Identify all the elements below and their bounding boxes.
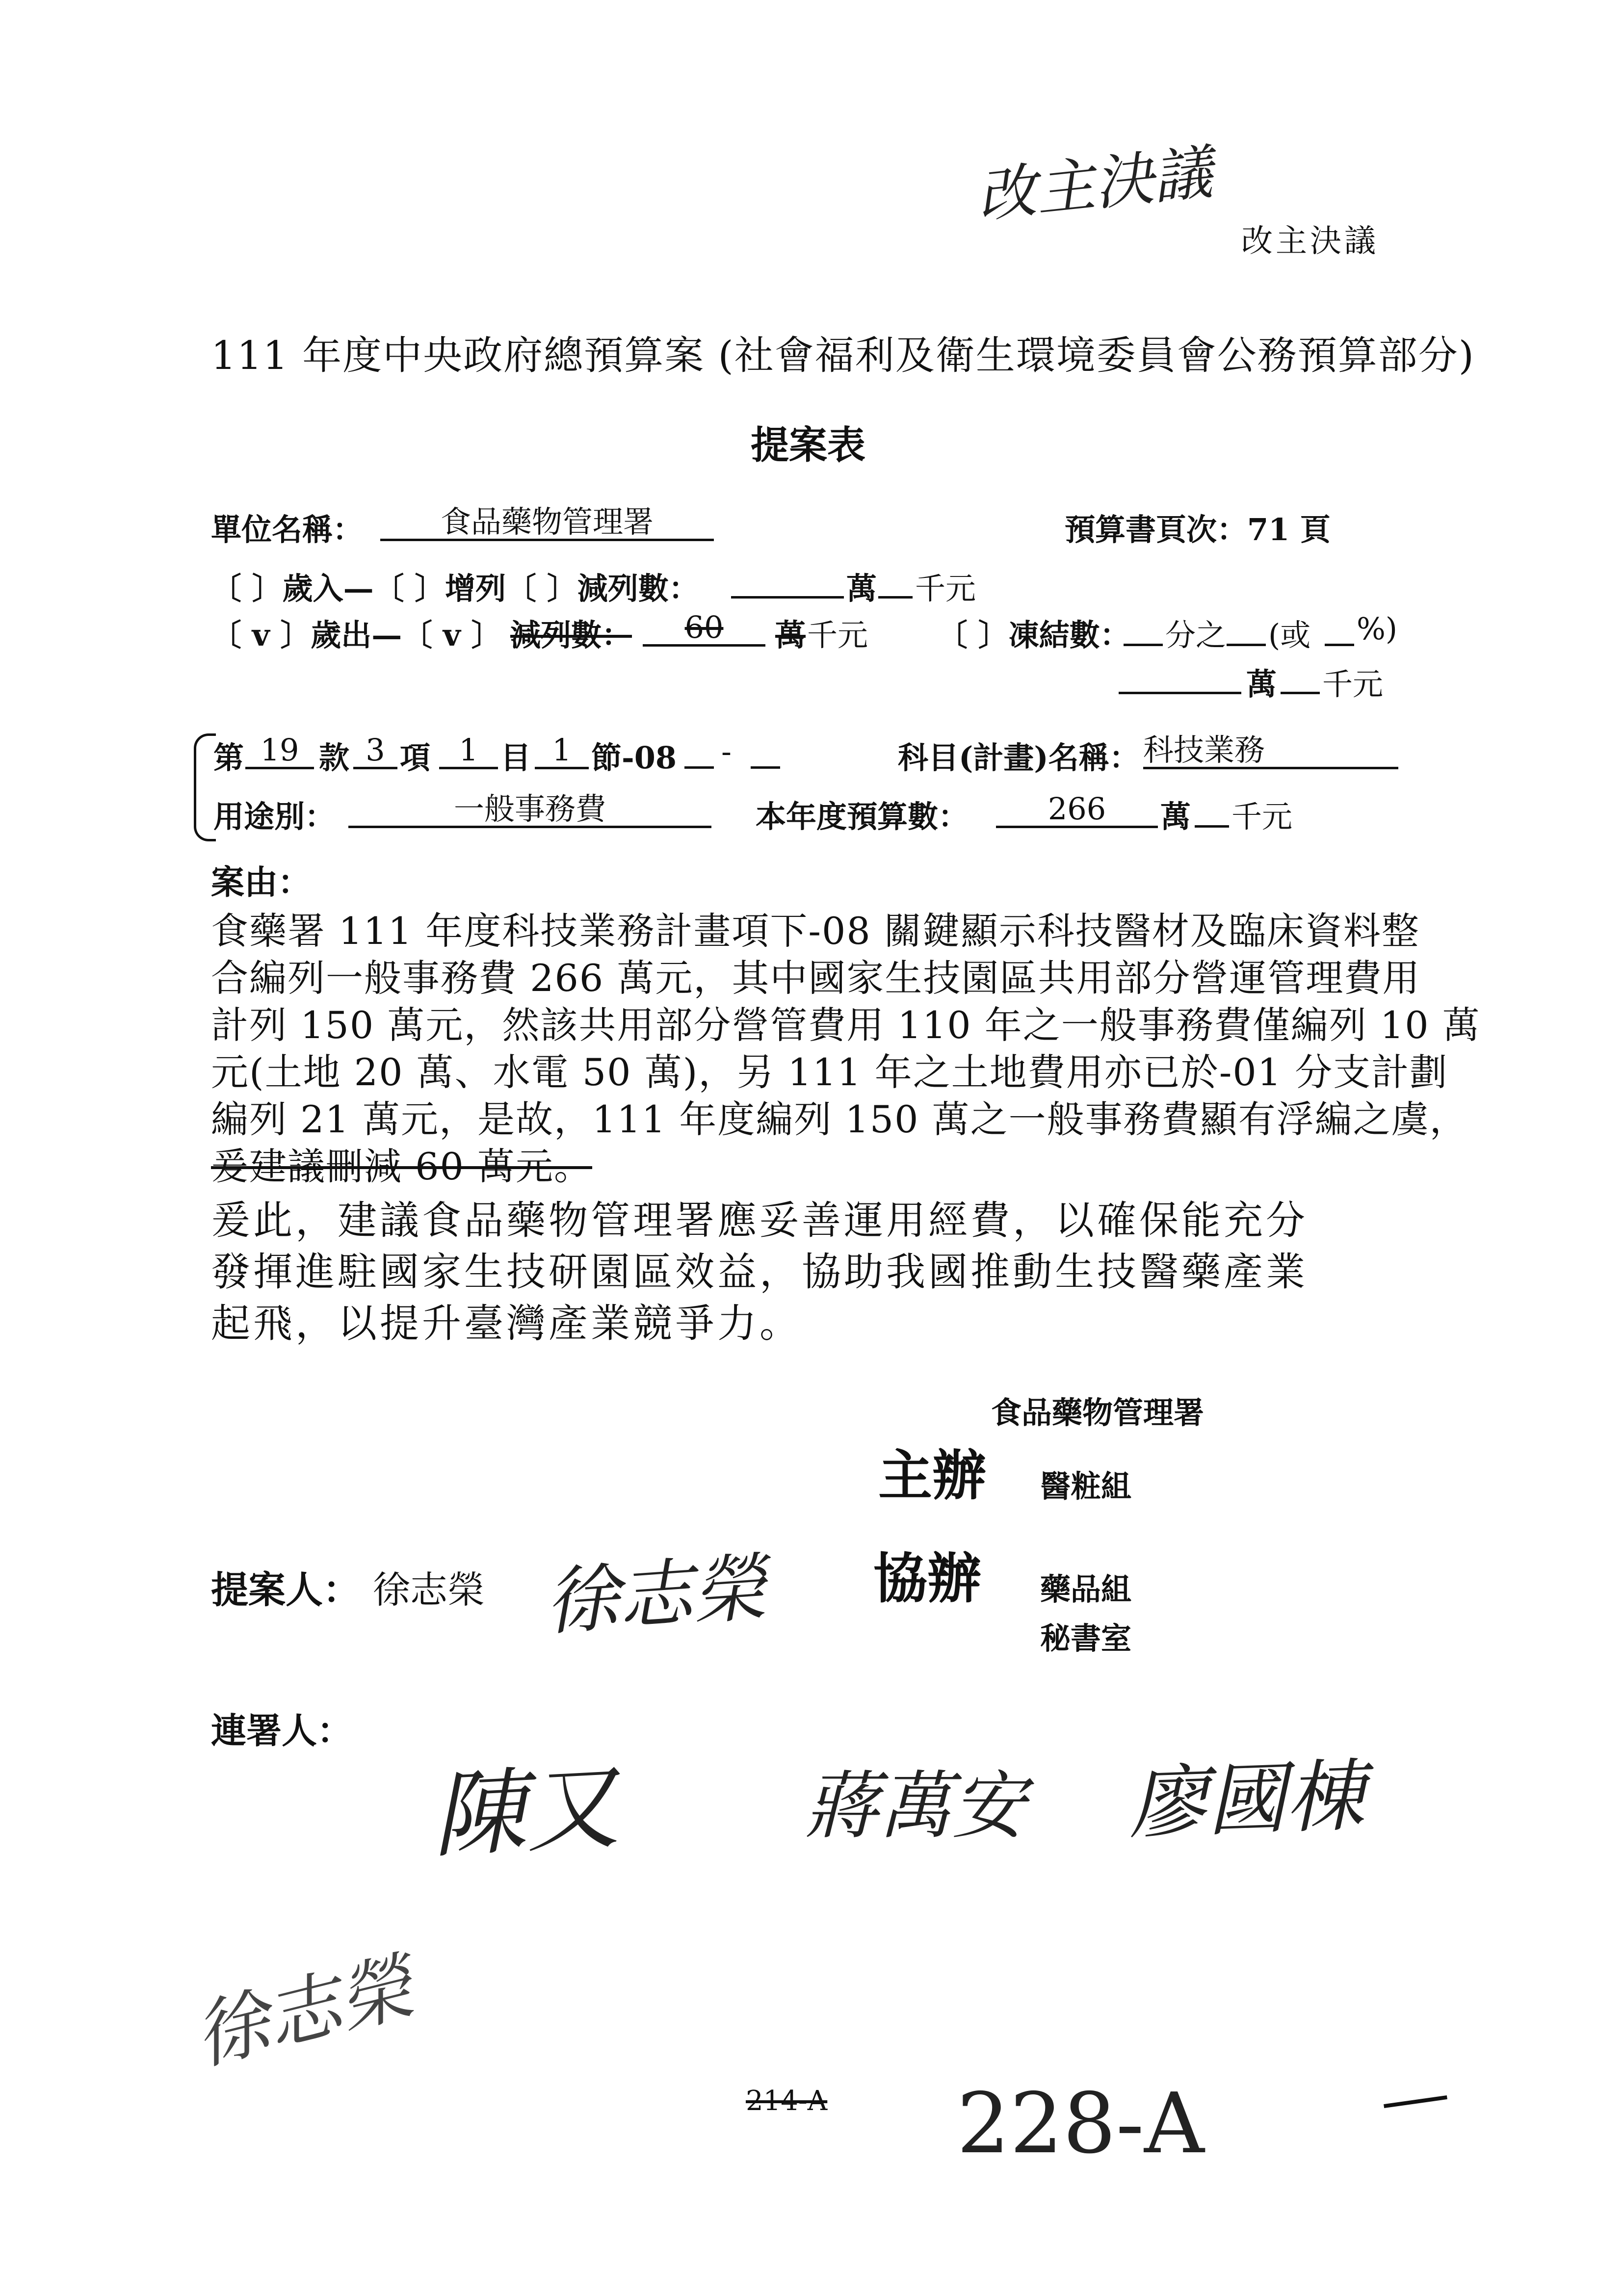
freeze-blank-1 xyxy=(1124,644,1163,646)
subject-label: 科目(計畫)名稱： xyxy=(898,740,1140,776)
section-kuan: 19 xyxy=(245,733,314,769)
handwritten-note-top: 改主決議 xyxy=(974,138,1216,231)
section-jie-label: 節-08 xyxy=(591,740,677,776)
expenditure-qian: 千元 xyxy=(807,617,868,653)
section-blank-2 xyxy=(751,766,780,769)
cosigner-signature: 陳又 xyxy=(429,1752,622,1871)
lead-label: 主辦 xyxy=(878,1444,986,1507)
reduction-amount: 60 xyxy=(643,611,765,647)
freeze-qian-blank xyxy=(1281,692,1320,694)
budget-value: 266 xyxy=(996,792,1158,828)
freeze-amount-blank xyxy=(1119,692,1241,694)
amended-line: 發揮進駐國家生技研園區效益，協助我國推動生技醫藥產業 xyxy=(211,1249,1308,1295)
cosigner-signature: 蔣萬安 xyxy=(805,1764,1026,1849)
freeze-percent-end: %) xyxy=(1357,611,1398,647)
proposer-signature: 徐志榮 xyxy=(542,1545,769,1646)
section-jie: 1 xyxy=(535,733,589,769)
freeze-blank-3 xyxy=(1325,644,1354,646)
amended-line: 爰此，建議食品藥物管理署應妥善運用經費，以確保能充分 xyxy=(211,1198,1308,1243)
section-xiang: 3 xyxy=(353,733,397,769)
revenue-wan: 萬 xyxy=(846,571,877,606)
handwritten-signature-lower: 徐志榮 xyxy=(186,1944,421,2081)
section-kuan-prefix: 第 xyxy=(213,740,244,776)
unit-label: 單位名稱： xyxy=(211,512,364,548)
struck-reduction-label: 減列數： xyxy=(510,617,632,653)
assist-label: 協辦 xyxy=(873,1547,981,1610)
amended-line: 起飛，以提升臺灣產業競爭力。 xyxy=(211,1301,802,1346)
freeze-percent: (或 xyxy=(1268,617,1311,653)
revenue-qian: 千元 xyxy=(915,571,976,606)
scribbled-mark xyxy=(1384,2095,1447,2108)
revenue-qian-blank xyxy=(878,596,913,599)
cosigner-label: 連署人： xyxy=(211,1710,353,1751)
freeze-label: 〔 〕凍結數： xyxy=(937,617,1130,653)
section-kuan-label: 款 xyxy=(319,740,350,776)
freeze-qian: 千元 xyxy=(1322,666,1384,702)
section-brace xyxy=(194,733,216,841)
section-blank-1 xyxy=(684,766,714,769)
freeze-fraction: 分之 xyxy=(1165,617,1227,653)
assist-unit-2: 秘書室 xyxy=(1040,1620,1132,1656)
expenditure-line: 〔 v 〕歲出—〔 v 〕 xyxy=(211,617,502,653)
section-mu-label: 目 xyxy=(500,740,531,776)
budget-qian-blank xyxy=(1195,825,1229,828)
budget-qian: 千元 xyxy=(1231,799,1293,835)
cosigner-signature: 廖國棟 xyxy=(1127,1749,1366,1850)
struck-recommendation: 爰建議刪減 60 萬元。 xyxy=(211,1145,593,1188)
reason-line: 合編列一般事務費 266 萬元，其中國家生技園區共用部分營運管理費用 xyxy=(211,956,1421,1000)
revenue-amount-blank xyxy=(731,596,844,599)
revenue-line: 〔 〕歲入—〔 〕增列〔 〕減列數： xyxy=(211,571,699,606)
lead-unit: 醫粧組 xyxy=(1040,1468,1132,1504)
section-dash: - xyxy=(721,733,732,769)
agency-name: 食品藥物管理署 xyxy=(991,1395,1205,1431)
budget-label: 本年度預算數： xyxy=(756,799,969,835)
usage-value: 一般事務費 xyxy=(348,792,711,828)
usage-label: 用途別： xyxy=(213,799,336,835)
reason-line: 食藥署 111 年度科技業務計畫項下-08 關鍵顯示科技醫材及臨床資料整 xyxy=(211,909,1420,953)
handwritten-page-number: 228-A xyxy=(957,2075,1205,2172)
reason-line: 編列 21 萬元，是故，111 年度編列 150 萬之一般事務費顯有浮編之虞， xyxy=(211,1097,1468,1141)
unit-value: 食品藥物管理署 xyxy=(380,505,714,541)
freeze-wan: 萬 xyxy=(1246,666,1277,702)
expenditure-wan: 萬 xyxy=(775,617,806,653)
section-xiang-label: 項 xyxy=(400,740,431,776)
budget-wan: 萬 xyxy=(1160,799,1191,835)
reason-line: 計列 150 萬元，然該共用部分營管費用 110 年之一般事務費僅編列 10 萬 xyxy=(211,1003,1481,1047)
reason-heading: 案由： xyxy=(211,863,312,902)
proposer-label: 提案人： xyxy=(211,1568,360,1612)
document-title: 111 年度中央政府總預算案 (社會福利及衛生環境委員會公務預算部分) xyxy=(211,333,1475,378)
reason-line: 元(土地 20 萬、水電 50 萬)，另 111 年之土地費用亦已於-01 分支計劃 xyxy=(211,1050,1448,1094)
proposer-name: 徐志榮 xyxy=(373,1568,485,1612)
section-mu: 1 xyxy=(439,733,498,769)
assist-unit-1: 藥品組 xyxy=(1040,1571,1132,1607)
subject-value: 科技業務 xyxy=(1143,733,1398,769)
struck-page-number: 214-A xyxy=(746,2085,828,2117)
corner-note: 改主決議 xyxy=(1241,223,1379,260)
document-subtitle: 提案表 xyxy=(751,423,866,468)
freeze-blank-2 xyxy=(1227,644,1266,646)
budget-page: 預算書頁次：71 頁 xyxy=(1065,512,1331,548)
